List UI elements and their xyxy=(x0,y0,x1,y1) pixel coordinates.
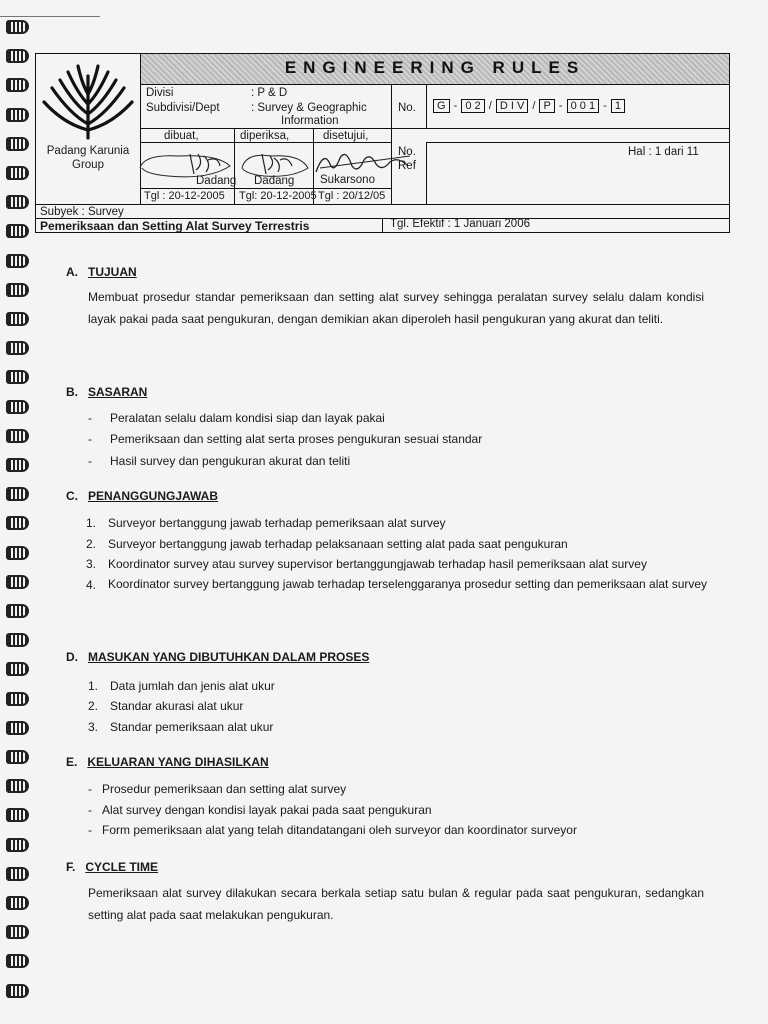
dibuat-date: Tgl : 20-12-2005 xyxy=(144,190,225,202)
subject: Subyek : Survey xyxy=(40,206,124,218)
binder-holes xyxy=(2,20,28,1020)
section-d-heading xyxy=(66,650,369,664)
section-b-heading xyxy=(66,385,147,399)
binder-ring-icon xyxy=(6,575,29,589)
company-logo-icon xyxy=(40,58,136,144)
binder-ring-icon xyxy=(6,224,29,238)
binder-ring-icon xyxy=(6,604,29,618)
binder-ring-icon xyxy=(6,254,29,268)
effective-date: Tgl. Efektif : 1 Januari 2006 xyxy=(390,218,530,230)
divisi-label: Divisi xyxy=(146,87,174,99)
binder-ring-icon xyxy=(6,779,29,793)
noref-label: No. xyxy=(398,146,416,158)
scan-top-line xyxy=(0,16,100,17)
binder-ring-icon xyxy=(6,984,29,998)
binder-ring-icon xyxy=(6,137,29,151)
binder-ring-icon xyxy=(6,78,29,92)
list-item: 1. Data jumlah dan jenis alat ukur xyxy=(88,679,275,693)
binder-ring-icon xyxy=(6,20,29,34)
binder-ring-icon xyxy=(6,925,29,939)
list-item: 3. Standar pemeriksaan alat ukur xyxy=(88,720,274,734)
section-b-title: SASARAN xyxy=(88,385,148,399)
section-a-letter: A. xyxy=(66,265,78,279)
binder-ring-icon xyxy=(6,633,29,647)
binder-ring-icon xyxy=(6,692,29,706)
binder-ring-icon xyxy=(6,838,29,852)
binder-ring-icon xyxy=(6,750,29,764)
binder-ring-icon xyxy=(6,721,29,735)
section-a-heading xyxy=(66,265,137,279)
list-item: - Prosedur pemeriksaan dan setting alat survey xyxy=(88,782,347,796)
binder-ring-icon xyxy=(6,166,29,180)
diperiksa-date: Tgl: 20-12-2005 xyxy=(239,190,317,202)
binder-ring-icon xyxy=(6,400,29,414)
binder-ring-icon xyxy=(6,867,29,881)
list-item: 2. Surveyor bertanggung jawab terhadap pelaksanaan setting alat pada saat pengukuran xyxy=(86,537,568,551)
section-e-letter: E. xyxy=(66,755,78,769)
section-e-title: KELUARAN YANG DIHASILKAN xyxy=(87,755,269,769)
disetujui-name: Sukarsono xyxy=(320,174,375,186)
subdivisi-label: Subdivisi/Dept xyxy=(146,102,220,114)
list-item: - Alat survey dengan kondisi layak pakai pada saat pengukuran xyxy=(88,803,432,817)
section-c-title: PENANGGUNGJAWAB xyxy=(88,489,219,503)
binder-ring-icon xyxy=(6,49,29,63)
list-item: 1. Surveyor bertanggung jawab terhadap pemeriksaan alat survey xyxy=(86,516,446,530)
company-name: Padang Karunia Group xyxy=(46,145,130,171)
disetujui-label: disetujui, xyxy=(323,130,369,142)
section-f-heading xyxy=(66,860,158,874)
document-header xyxy=(35,53,730,233)
binder-ring-icon xyxy=(6,195,29,209)
subdivisi-value: : Survey & Geographic xyxy=(251,102,367,114)
document-title: Pemeriksaan dan Setting Alat Survey Terrestris xyxy=(40,219,310,233)
section-c-heading xyxy=(66,489,218,503)
section-e-heading xyxy=(66,755,269,769)
binder-ring-icon xyxy=(6,487,29,501)
list-item: - Peralatan selalu dalam kondisi siap dan layak pakai xyxy=(88,411,385,425)
list-item: 4. xyxy=(86,578,97,592)
binder-ring-icon xyxy=(6,458,29,472)
binder-ring-icon xyxy=(6,429,29,443)
list-item: - Pemeriksaan dan setting alat serta proses pengukuran sesuai standar xyxy=(88,432,483,446)
diperiksa-name: Dadang xyxy=(254,175,295,187)
section-f-letter: F. xyxy=(66,860,76,874)
list-item: - Hasil survey dan pengukuran akurat dan teliti xyxy=(88,454,351,468)
list-item: 3. Koordinator survey atau survey supervisor bertanggungjawab terhadap hasil pemeriksaan alat survey xyxy=(86,557,647,571)
binder-ring-icon xyxy=(6,896,29,910)
binder-ring-icon xyxy=(6,662,29,676)
noref-label-2: Ref xyxy=(398,160,416,172)
title-band xyxy=(141,54,729,85)
list-item: 2. Standar akurasi alat ukur xyxy=(88,699,244,713)
section-c-letter: C. xyxy=(66,489,78,503)
binder-ring-icon xyxy=(6,516,29,530)
binder-ring-icon xyxy=(6,341,29,355)
binder-ring-icon xyxy=(6,954,29,968)
binder-ring-icon xyxy=(6,808,29,822)
header-title: ENGINEERING RULES xyxy=(284,58,586,77)
doc-code: G - 0 2 / D I V / P - 0 0 1 - 1 xyxy=(432,99,626,113)
subdivisi-value-2: Information xyxy=(281,115,339,127)
section-d-letter: D. xyxy=(66,650,78,664)
divisi-value: : P & D xyxy=(251,87,288,99)
section-f-title: CYCLE TIME xyxy=(85,860,159,874)
binder-ring-icon xyxy=(6,283,29,297)
diperiksa-label: diperiksa, xyxy=(240,130,290,142)
binder-ring-icon xyxy=(6,370,29,384)
section-a-text: Membuat prosedur standar pemeriksaan dan setting alat survey sehingga peralatan survey selalu dalam kondisi layak pakai pada saat pengukuran, dengan demikian akan diperoleh hasil pengukuran yang akurat dan teliti. xyxy=(88,290,704,326)
binder-ring-icon xyxy=(6,312,29,326)
binder-ring-icon xyxy=(6,108,29,122)
section-b-letter: B. xyxy=(66,385,78,399)
list-item: - Form pemeriksaan alat yang telah ditandatangani oleh surveyor dan koordinator surveyor xyxy=(88,823,577,837)
list-item-text: Koordinator survey bertanggung jawab terhadap terselenggaranya prosedur setting dan pemeriksaan alat survey xyxy=(108,577,708,591)
doc-no-label: No. xyxy=(398,102,416,114)
page-count: Hal : 1 dari 11 xyxy=(628,146,699,158)
section-a-title: TUJUAN xyxy=(88,265,137,279)
disetujui-date: Tgl : 20/12/05 xyxy=(318,190,386,202)
dibuat-name: Dadang xyxy=(196,175,237,187)
section-d-title: MASUKAN YANG DIBUTUHKAN DALAM PROSES xyxy=(88,650,370,664)
dibuat-label: dibuat, xyxy=(164,130,199,142)
section-f-text: Pemeriksaan alat survey dilakukan secara berkala setiap satu bulan & regular pada saat pengukuran, sedangkan setting alat pada saat melakukan pengukuran. xyxy=(88,886,704,922)
binder-ring-icon xyxy=(6,546,29,560)
